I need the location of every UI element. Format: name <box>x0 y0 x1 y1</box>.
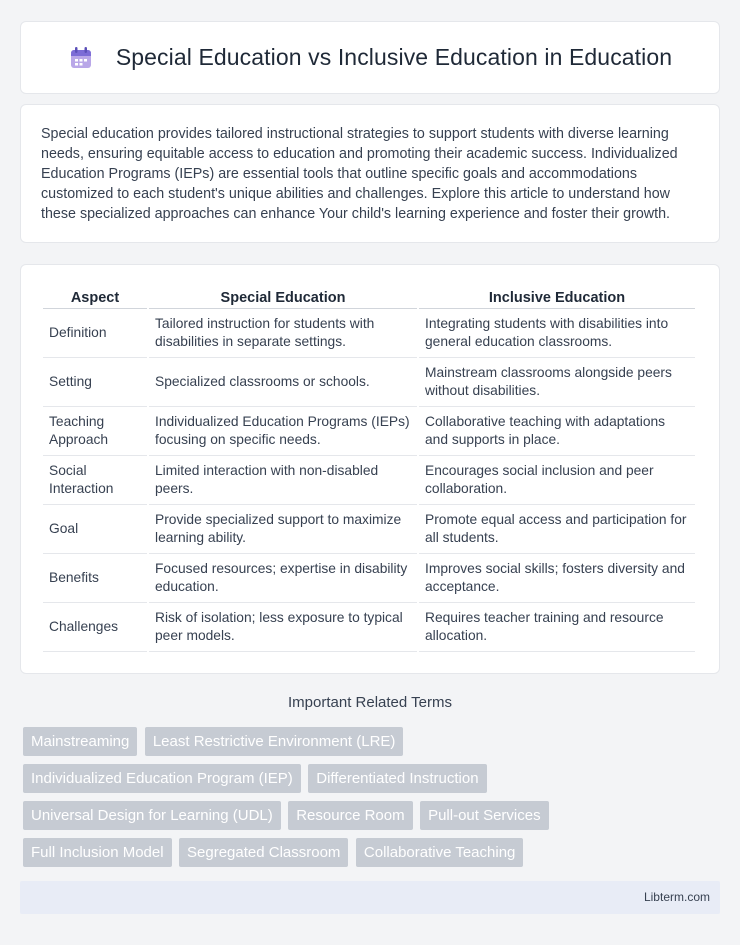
term-tag[interactable]: Segregated Classroom <box>179 838 348 867</box>
comparison-table <box>41 285 697 652</box>
row-special: Tailored instruction for students with disabilities in separate settings. <box>149 309 417 358</box>
calendar-icon <box>68 45 94 71</box>
footer <box>20 881 720 914</box>
intro-text: Special education provides tailored instructional strategies to support students with diverse learning needs, ensuring equitable access to education and promoting their academic success. Individualized Education Programs (IEPs) are essential tools that outline specific goals and accommodations customized to each student's unique abilities and challenges. Explore this article to understand how these specialized approaches can enhance Your child's learning experience and foster their growth. <box>41 126 678 222</box>
row-aspect: Definition <box>43 309 147 358</box>
table-row <box>43 603 695 652</box>
header-inclusive-education: Inclusive Education <box>419 285 695 309</box>
row-special: Provide specialized support to maximize learning ability. <box>149 505 417 554</box>
related-terms-list <box>23 727 723 875</box>
term-tag[interactable]: Least Restrictive Environment (LRE) <box>145 727 404 756</box>
row-aspect: Goal <box>43 505 147 554</box>
page-title: Special Education vs Inclusive Education in Education <box>115 44 673 70</box>
row-special: Specialized classrooms or schools. <box>149 358 417 407</box>
intro-card <box>20 104 720 243</box>
term-tag[interactable]: Mainstreaming <box>23 727 137 756</box>
footer-site-link[interactable]: Libterm.com <box>643 890 710 904</box>
header-special-education: Special Education <box>149 285 417 309</box>
term-tag[interactable]: Full Inclusion Model <box>23 838 172 867</box>
term-tag[interactable]: Pull-out Services <box>420 801 549 830</box>
header-aspect: Aspect <box>43 285 147 309</box>
term-tag[interactable]: Differentiated Instruction <box>308 764 486 793</box>
comparison-card <box>20 264 720 674</box>
row-special: Focused resources; expertise in disability education. <box>149 554 417 603</box>
header-card <box>20 21 720 94</box>
term-tag[interactable]: Individualized Education Program (IEP) <box>23 764 301 793</box>
row-special: Risk of isolation; less exposure to typical peer models. <box>149 603 417 652</box>
table-header-row <box>43 285 695 309</box>
row-inclusive: Improves social skills; fosters diversity and acceptance. <box>419 554 695 603</box>
table-row <box>43 505 695 554</box>
table-row <box>43 407 695 456</box>
row-aspect: Teaching Approach <box>43 407 147 456</box>
row-inclusive: Collaborative teaching with adaptations and supports in place. <box>419 407 695 456</box>
row-special: Individualized Education Programs (IEPs) focusing on specific needs. <box>149 407 417 456</box>
table-row <box>43 554 695 603</box>
row-inclusive: Promote equal access and participation for all students. <box>419 505 695 554</box>
row-aspect: Challenges <box>43 603 147 652</box>
term-tag[interactable]: Universal Design for Learning (UDL) <box>23 801 281 830</box>
table-row <box>43 456 695 505</box>
row-aspect: Social Interaction <box>43 456 147 505</box>
row-inclusive: Requires teacher training and resource allocation. <box>419 603 695 652</box>
term-tag[interactable]: Resource Room <box>288 801 412 830</box>
row-special: Limited interaction with non-disabled peers. <box>149 456 417 505</box>
row-inclusive: Mainstream classrooms alongside peers without disabilities. <box>419 358 695 407</box>
row-inclusive: Encourages social inclusion and peer collaboration. <box>419 456 695 505</box>
term-tag[interactable]: Collaborative Teaching <box>356 838 524 867</box>
related-terms-title: Important Related Terms <box>288 694 452 711</box>
row-inclusive: Integrating students with disabilities into general education classrooms. <box>419 309 695 358</box>
table-row <box>43 358 695 407</box>
row-aspect: Benefits <box>43 554 147 603</box>
table-row <box>43 309 695 358</box>
row-aspect: Setting <box>43 358 147 407</box>
